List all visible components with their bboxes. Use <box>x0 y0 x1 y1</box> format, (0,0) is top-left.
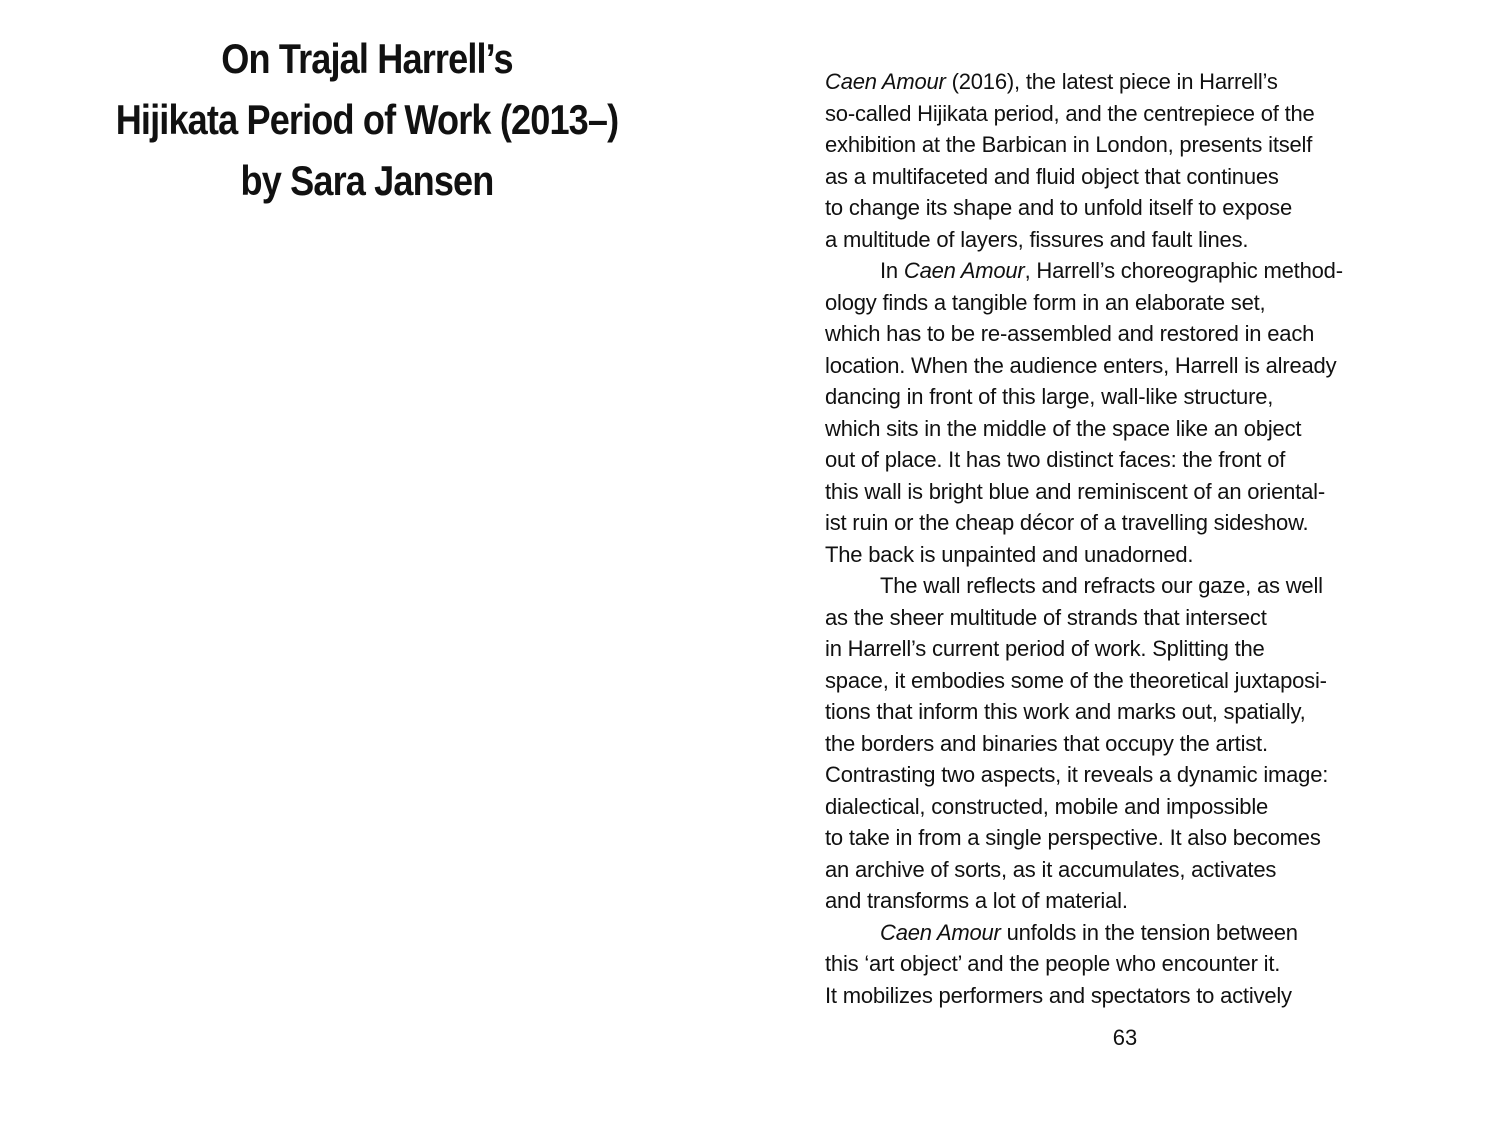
text-line: which sits in the middle of the space like an object <box>825 415 1302 441</box>
text-line: a multitude of layers, fissures and fault lines. <box>825 226 1249 252</box>
text-line: ology finds a tangible form in an elaborate set, <box>825 289 1266 315</box>
text-line: as a multifaceted and fluid object that continues <box>825 163 1279 189</box>
text-line: this ‘art object’ and the people who encounter it. <box>825 951 1281 976</box>
text-line <box>825 255 1435 287</box>
text-line: the borders and binaries that occupy the artist. <box>825 730 1268 756</box>
text-line: which has to be re-assembled and restored in each <box>825 321 1315 346</box>
work-title-italic: Caen Amour <box>880 919 1001 945</box>
text-line: in Harrell’s current period of work. Splitting the <box>825 636 1265 661</box>
text-line <box>825 66 1435 98</box>
text-line: out of place. It has two distinct faces: the front of <box>825 447 1286 472</box>
text-line: this wall is bright blue and reminiscent of an oriental- <box>825 478 1325 504</box>
text-span: unfolds in the tension between <box>1000 919 1298 945</box>
text-span: (2016), the latest piece in Harrell’s <box>945 69 1278 94</box>
text-line: The back is unpainted and unadorned. <box>825 541 1194 567</box>
text-line: Contrasting two aspects, it reveals a dynamic image: <box>825 762 1329 787</box>
text-line: dialectical, constructed, mobile and impossible <box>825 793 1269 819</box>
text-line: so-called Hijikata period, and the centrepiece of the <box>825 100 1315 126</box>
work-title-italic: Caen Amour <box>903 258 1025 283</box>
text-line: and transforms a lot of material. <box>825 888 1128 913</box>
text-line: location. When the audience enters, Harrell is already <box>825 352 1337 378</box>
title-line-1: On Trajal Harrell’s <box>221 35 513 82</box>
text-line: dancing in front of this large, wall-like structure, <box>825 384 1274 409</box>
right-page <box>750 0 1500 1125</box>
page-number <box>750 1025 1500 1051</box>
text-span: , Harrell’s choreographic method- <box>1024 258 1343 283</box>
text-line: to change its shape and to unfold itself to expose <box>825 195 1292 220</box>
essay-title <box>51 28 682 211</box>
text-line <box>825 917 1435 949</box>
title-line-2: Hijikata Period of Work (2013–) <box>115 96 619 143</box>
page-number-text: 63 <box>1112 1025 1138 1050</box>
text-line: tions that inform this work and marks out, spatially, <box>825 699 1306 724</box>
text-span: In <box>880 258 904 283</box>
text-line: to take in from a single perspective. It also becomes <box>825 825 1321 850</box>
text-line: an archive of sorts, as it accumulates, activates <box>825 856 1277 882</box>
text-line: exhibition at the Barbican in London, presents itself <box>825 132 1313 157</box>
text-line: space, it embodies some of the theoretical juxtaposi- <box>825 667 1327 693</box>
text-line: It mobilizes performers and spectators to actively <box>825 982 1292 1008</box>
author-byline: by Sara Jansen <box>240 157 494 204</box>
work-title-italic: Caen Amour <box>825 69 946 94</box>
text-line: The wall reflects and refracts our gaze, as well <box>880 573 1323 598</box>
body-text <box>825 66 1435 1011</box>
text-line: ist ruin or the cheap décor of a travelling sideshow. <box>825 510 1309 535</box>
text-line: as the sheer multitude of strands that intersect <box>825 604 1267 630</box>
